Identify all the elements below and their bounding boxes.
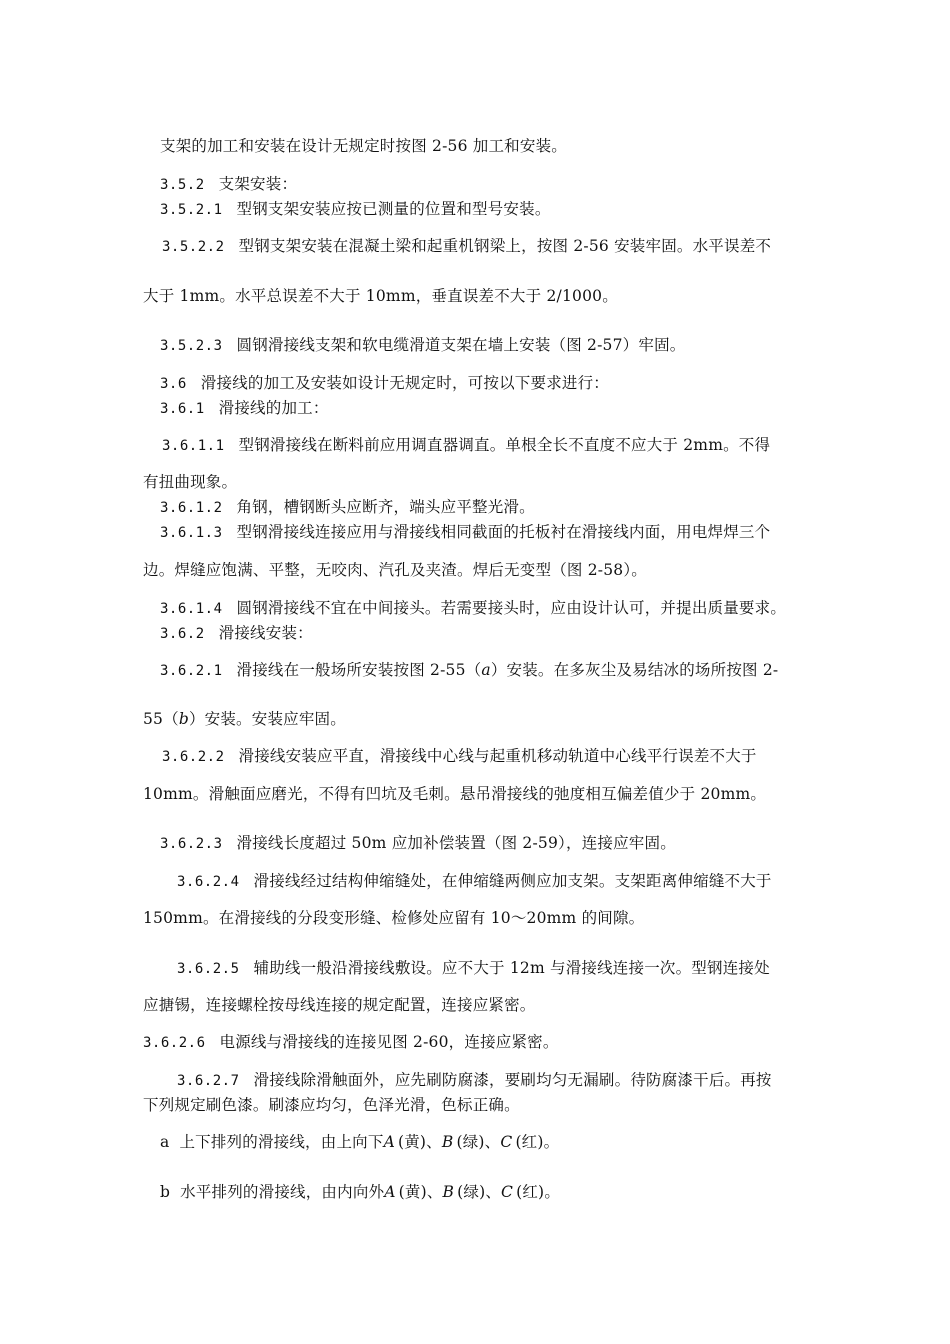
section-number: 3.6.2.5 (177, 961, 240, 977)
section-number: 3.6.1.3 (160, 525, 223, 541)
section-number: 3.6.1 (160, 401, 205, 417)
section-number: 3.6.2.1 (160, 663, 223, 679)
paragraph-continuation: 应搪锡，连接螺栓按母线连接的规定配置，连接应紧密。 (143, 996, 536, 1014)
paragraph-continuation: 55（b）安装。安装应牢固。 (143, 710, 346, 728)
section-number: 3.6.1.4 (160, 601, 223, 617)
section-number: 3.6.1.1 (162, 438, 225, 454)
clause-3-6-2-6: 3.6.2.6 电源线与滑接线的连接见图 2-60，连接应紧密。 (143, 1033, 559, 1051)
list-marker: a (160, 1133, 170, 1151)
list-marker: b (160, 1183, 171, 1201)
section-number: 3.6.2 (160, 626, 205, 642)
list-item-b: b 水平排列的滑接线，由内向外A (黄)、B (绿)、C (红)。 (160, 1183, 561, 1201)
heading-3-5-2: 3.5.2 支架安装： (160, 175, 298, 193)
clause-3-6-2-7: 3.6.2.7 滑接线除滑触面外，应先刷防腐漆，要刷均匀无漏刷。待防腐漆干后。再按 (177, 1071, 772, 1089)
paragraph-continuation: 边。焊缝应饱满、平整，无咬肉、汽孔及夹渣。焊后无变型（图 2-58）。 (143, 561, 648, 579)
list-item-a: a 上下排列的滑接线，由上向下A (黄)、B (绿)、C (红)。 (160, 1133, 560, 1151)
paragraph-continuation: 150mm。在滑接线的分段变形缝、检修处应留有 10～20mm 的间隙。 (143, 909, 645, 927)
section-number: 3.6.2.3 (160, 836, 223, 852)
clause-3-5-2-2: 3.5.2.2 型钢支架安装在混凝土梁和起重机钢梁上，按图 2-56 安装牢固。水平误差不 (162, 237, 772, 255)
heading-3-6: 3.6 滑接线的加工及安装如设计无规定时，可按以下要求进行： (160, 374, 609, 392)
section-number: 3.5.2 (160, 177, 205, 193)
clause-3-5-2-1: 3.5.2.1 型钢支架安装应按已测量的位置和型号安装。 (160, 200, 551, 218)
section-number: 3.6.2.2 (162, 749, 225, 765)
section-number: 3.6 (160, 376, 187, 392)
section-number: 3.6.2.6 (143, 1035, 206, 1051)
section-number: 3.6.2.7 (177, 1073, 240, 1089)
clause-3-6-2-2: 3.6.2.2 滑接线安装应平直，滑接线中心线与起重机移动轨道中心线平行误差不大于 (162, 747, 757, 765)
clause-3-6-2-3: 3.6.2.3 滑接线长度超过 50m 应加补偿装置（图 2-59），连接应牢固。 (160, 834, 676, 852)
clause-3-6-1-2: 3.6.1.2 角钢，槽钢断头应断齐，端头应平整光滑。 (160, 498, 535, 516)
paragraph-continuation: 有扭曲现象。 (143, 473, 238, 491)
clause-3-6-2-1: 3.6.2.1 滑接线在一般场所安装按图 2-55（a）安装。在多灰尘及易结冰的场所按图 2- (160, 661, 779, 679)
clause-3-6-1-1: 3.6.1.1 型钢滑接线在断料前应用调直器调直。单根全长不直度不应大于 2mm。不得 (162, 436, 771, 454)
section-number: 3.5.2.2 (162, 239, 225, 255)
paragraph-continuation: 大于 1mm。水平总误差不大于 10mm，垂直误差不大于 2/1000。 (143, 287, 618, 305)
clause-3-6-1-4: 3.6.1.4 圆钢滑接线不宜在中间接头。若需要接头时，应由设计认可，并提出质量要求。 (160, 599, 787, 617)
paragraph-continuation: 10mm。滑触面应磨光，不得有凹坑及毛刺。悬吊滑接线的弛度相互偏差值少于 20mm。 (143, 785, 767, 803)
heading-3-6-2: 3.6.2 滑接线安装： (160, 624, 313, 642)
clause-3-6-2-4: 3.6.2.4 滑接线经过结构伸缩缝处，在伸缩缝两侧应加支架。支架距离伸缩缝不大于 (177, 872, 772, 890)
clause-3-6-2-5: 3.6.2.5 辅助线一般沿滑接线敷设。应不大于 12m 与滑接线连接一次。型钢连接处 (177, 959, 770, 977)
section-number: 3.6.1.2 (160, 500, 223, 516)
paragraph-line: 支架的加工和安装在设计无规定时按图 2-56 加工和安装。 (160, 137, 567, 155)
section-number: 3.5.2.1 (160, 202, 223, 218)
clause-3-5-2-3: 3.5.2.3 圆钢滑接线支架和软电缆滑道支架在墙上安装（图 2-57）牢固。 (160, 336, 686, 354)
section-number: 3.6.2.4 (177, 874, 240, 890)
paragraph-continuation: 下列规定刷色漆。刷漆应均匀，色泽光滑，色标正确。 (143, 1096, 520, 1114)
clause-3-6-1-3: 3.6.1.3 型钢滑接线连接应用与滑接线相同截面的托板衬在滑接线内面，用电焊焊三个 (160, 523, 771, 541)
heading-3-6-1: 3.6.1 滑接线的加工： (160, 399, 329, 417)
section-number: 3.5.2.3 (160, 338, 223, 354)
